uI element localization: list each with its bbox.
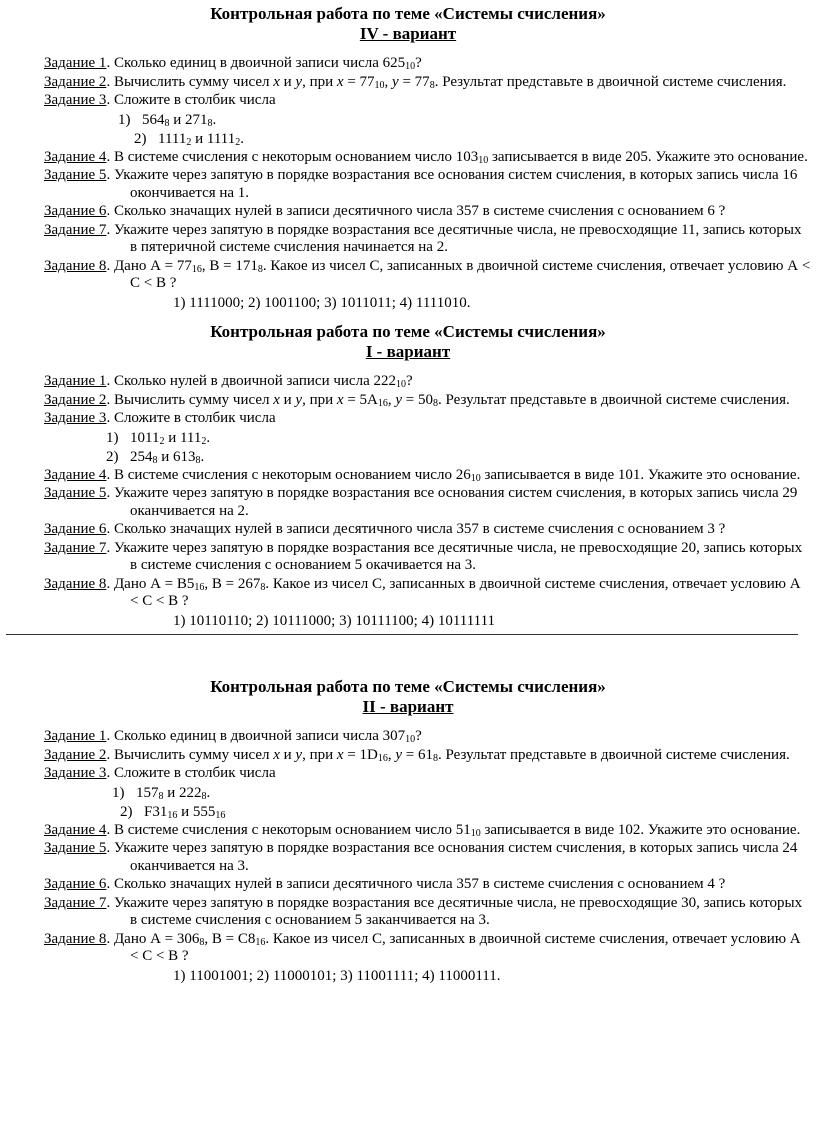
task-label: Задание 7 (44, 539, 107, 556)
task-text: . Укажите через запятую в порядке возрастания все десятичные числа, не превосходящие 11, запись которых в пятеричной системе счисления начинается на 2. (106, 221, 802, 255)
task-text: . Дано $А = 306_8$, $В = C8_{16}$. Какое из чисел С, записанных в двоичной системе счисления, отвечает условию А < С < В ? (106, 930, 801, 964)
task-label: Задание 1 (44, 728, 107, 744)
task-item (0, 373, 816, 391)
task-label: Задание 7 (44, 221, 107, 238)
task-item (0, 747, 816, 765)
task-text: . В системе счисления с некоторым основанием число $103_{10}$ записывается в виде 205. Укажите это основание. (106, 148, 808, 166)
task-text: . Сложите в столбик числа (106, 92, 276, 108)
task-text: . Сколько единиц в двоичной записи числа $625_{10}$? (106, 55, 422, 72)
variant-subtitle: IV - вариант (359, 24, 457, 43)
task-text: . Сложите в столбик числа (106, 410, 276, 426)
variant-subtitle: I - вариант (365, 342, 451, 361)
sub-item (0, 429, 816, 447)
task-label: Задание 6 (44, 521, 107, 537)
task-label: Задание 4 (44, 821, 107, 838)
task-text: . Укажите через запятую в порядке возрастания все основания систем счисления, в которых запись числа 29 оканчивается на 2. (106, 485, 798, 519)
variant-title: Контрольная работа по теме «Системы счисления» (210, 677, 606, 696)
task-label: Задание 8 (44, 257, 107, 274)
task-text: . Укажите через запятую в порядке возрастания все основания систем счисления, в которых запись числа 24 оканчивается на 3. (106, 840, 798, 874)
task-text: . В системе счисления с некоторым основанием число $51_{10}$ записывается в виде 102. Укажите это основание. (106, 821, 801, 839)
task-text: . Дано $А = B5_{16}$, $В = 267_8$. Какое из чисел С, записанных в двоичной системе счисления, отвечает условию А < С < В ? (106, 575, 801, 609)
task-item (0, 55, 816, 73)
task-text: . Сколько значащих нулей в записи десятичного числа 357 в системе счисления с основанием 6 ? (106, 203, 726, 219)
sub-item-text: $157_8$ и $222_8$. (136, 784, 211, 802)
task-label: Задание 6 (44, 876, 107, 892)
task-text: . Вычислить сумму чисел x и y, при $x = 1D_{16}$, $y = 61_8$. Результат представьте в двоичной системе счисления. (106, 746, 790, 764)
task-label: Задание 6 (44, 203, 107, 219)
task-text: . Укажите через запятую в порядке возрастания все десятичные числа, не превосходящие 20, запись которых в системе счисления с основанием 5 окачивается на 3. (106, 539, 803, 573)
task-text: . Вычислить сумму чисел x и y, при $x = 77_{10}$, $y = 77_8$. Результат представьте в двоичной системе счисления. (106, 73, 787, 91)
task-text: . Сколько значащих нулей в записи десятичного числа 357 в системе счисления с основанием 3 ? (106, 521, 726, 537)
task-item (0, 167, 816, 202)
task-label: Задание 3 (44, 765, 107, 781)
task-label: Задание 2 (44, 73, 107, 90)
task-text: . Сколько значащих нулей в записи десятичного числа 357 в системе счисления с основанием 4 ? (106, 876, 726, 892)
task-item (0, 92, 816, 110)
task-item (0, 931, 816, 966)
variant-title: Контрольная работа по теме «Системы счисления» (210, 4, 606, 23)
task-item (0, 410, 816, 428)
variant-block (0, 322, 816, 630)
sub-item-number: 2) (106, 448, 119, 465)
task-label: Задание 5 (44, 485, 107, 501)
sub-item-text: $F31_{16}$ и $555_{16}$ (144, 803, 226, 821)
task-label: Задание 8 (44, 575, 107, 592)
task-list (0, 55, 816, 312)
sub-item-number: 1) (118, 111, 131, 128)
sub-item-text: $1111_2$ и $1111_2$. (158, 130, 244, 148)
task-text: . Укажите через запятую в порядке возрастания все основания систем счисления, в которых запись числа 16 окончивается на 1. (106, 167, 798, 201)
sub-item-text: $1011_2$ и $111_2$. (130, 429, 211, 447)
sub-item-number: 1) (112, 784, 125, 801)
task-item (0, 392, 816, 410)
task-item (0, 840, 816, 875)
task-label: Задание 7 (44, 894, 107, 911)
task-label: Задание 5 (44, 167, 107, 183)
sub-item-number: 2) (134, 130, 147, 147)
section-divider (6, 634, 798, 635)
task-item (0, 222, 816, 257)
task-item (0, 822, 816, 840)
task-text: . Дано $А = 77_{16}$, $В = 171_8$. Какое из чисел С, записанных в двоичной системе счисления, отвечает условию А < С < В ? (106, 257, 811, 291)
task-item (0, 258, 816, 293)
variant-subtitle: II - вариант (362, 697, 454, 716)
task-label: Задание 4 (44, 148, 107, 165)
variant-title: Контрольная работа по теме «Системы счисления» (210, 322, 606, 341)
task-label: Задание 3 (44, 92, 107, 108)
task-label: Задание 8 (44, 930, 107, 947)
task-text: . Сколько единиц в двоичной записи числа $307_{10}$? (106, 728, 422, 745)
answer-options: 1) 1111000; 2) 1001100; 3) 1011011; 4) 1111010. (173, 294, 471, 311)
task-text: . В системе счисления с некоторым основанием число $26_{10}$ записывается в виде 101. Укажите это основание. (106, 466, 801, 484)
answer-options: 1) 10110110; 2) 10111000; 3) 10111100; 4) 10111111 (173, 612, 496, 629)
sub-item (0, 784, 816, 802)
task-item (0, 540, 816, 575)
task-item (0, 728, 816, 746)
task-label: Задание 2 (44, 391, 107, 408)
sub-item (0, 130, 816, 148)
sub-item-number: 1) (106, 429, 119, 446)
task-item (0, 876, 816, 894)
variant-block (0, 677, 816, 985)
task-item (0, 576, 816, 611)
sub-item (0, 111, 816, 129)
task-label: Задание 5 (44, 840, 107, 856)
sub-item-text: $564_8$ и $271_8$. (142, 111, 217, 129)
task-item (0, 485, 816, 520)
sub-item-number: 2) (120, 803, 133, 820)
task-item (0, 521, 816, 539)
task-text: . Вычислить сумму чисел x и y, при $x = 5A_{16}$, $y = 50_8$. Результат представьте в двоичной системе счисления. (106, 391, 790, 409)
task-label: Задание 4 (44, 466, 107, 483)
answer-options: 1) 11001001; 2) 11000101; 3) 11001111; 4) 11000111. (173, 967, 501, 984)
task-list (0, 373, 816, 630)
task-item (0, 467, 816, 485)
task-label: Задание 1 (44, 373, 107, 389)
task-text: . Укажите через запятую в порядке возрастания все десятичные числа, не превосходящие 30, запись которых в системе счисления с основанием 5 заканчивается на 3. (106, 894, 803, 928)
sub-item (0, 448, 816, 466)
variant-block (0, 4, 816, 312)
task-item (0, 74, 816, 92)
task-text: . Сложите в столбик числа (106, 765, 276, 781)
task-item (0, 765, 816, 783)
task-list (0, 728, 816, 985)
task-item (0, 895, 816, 930)
task-item (0, 149, 816, 167)
task-item (0, 203, 816, 221)
sub-item (0, 803, 816, 821)
sub-item-text: $254_8$ и $613_8$. (130, 448, 205, 466)
task-label: Задание 3 (44, 410, 107, 426)
task-text: . Сколько нулей в двоичной записи числа $222_{10}$? (106, 373, 413, 390)
task-label: Задание 1 (44, 55, 107, 71)
task-label: Задание 2 (44, 746, 107, 763)
